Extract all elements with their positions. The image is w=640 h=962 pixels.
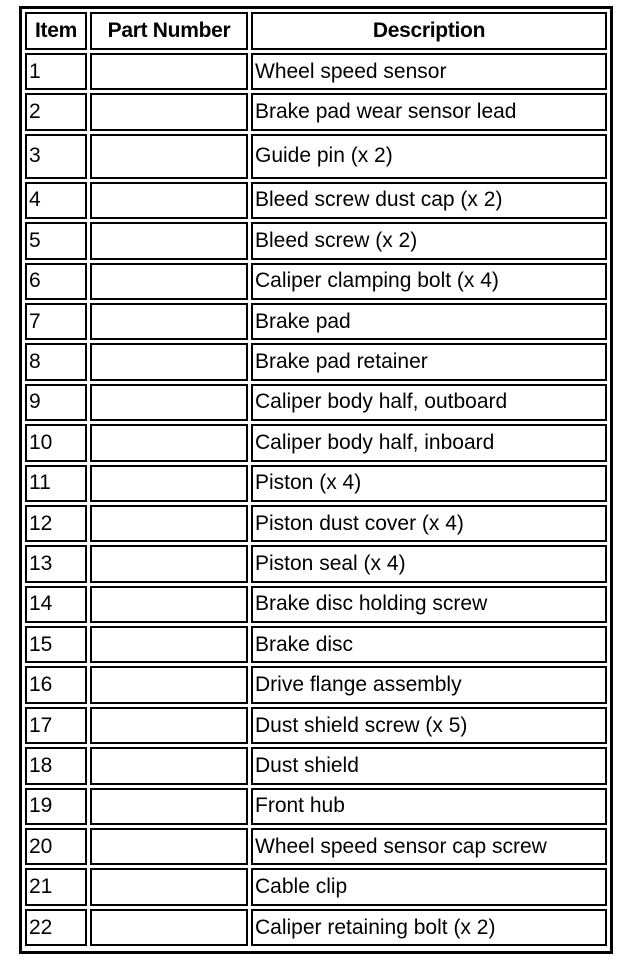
table-row bbox=[25, 53, 607, 90]
cell-description: Brake pad wear sensor lead bbox=[251, 93, 607, 130]
table-row bbox=[25, 505, 607, 542]
cell-part-number bbox=[90, 828, 248, 865]
cell-part-number bbox=[90, 93, 248, 130]
cell-description: Wheel speed sensor cap screw bbox=[251, 828, 607, 865]
cell-description: Drive flange assembly bbox=[251, 666, 607, 703]
cell-description: Brake disc holding screw bbox=[251, 586, 607, 623]
cell-item: 7 bbox=[25, 303, 87, 340]
table-row bbox=[25, 465, 607, 502]
cell-item: 19 bbox=[25, 788, 87, 825]
cell-item: 12 bbox=[25, 505, 87, 542]
cell-item: 6 bbox=[25, 263, 87, 300]
cell-part-number bbox=[90, 747, 248, 784]
cell-description: Wheel speed sensor bbox=[251, 53, 607, 90]
cell-part-number bbox=[90, 303, 248, 340]
cell-item: 3 bbox=[25, 134, 87, 179]
table-row bbox=[25, 424, 607, 461]
cell-item: 8 bbox=[25, 343, 87, 380]
cell-description: Caliper body half, outboard bbox=[251, 384, 607, 421]
cell-description: Piston seal (x 4) bbox=[251, 545, 607, 582]
cell-description: Caliper body half, inboard bbox=[251, 424, 607, 461]
cell-item: 10 bbox=[25, 424, 87, 461]
cell-item: 13 bbox=[25, 545, 87, 582]
parts-table bbox=[22, 9, 610, 949]
cell-part-number bbox=[90, 343, 248, 380]
cell-part-number bbox=[90, 222, 248, 259]
cell-item: 4 bbox=[25, 182, 87, 219]
cell-part-number bbox=[90, 182, 248, 219]
table-row bbox=[25, 788, 607, 825]
table-row bbox=[25, 384, 607, 421]
table-row bbox=[25, 93, 607, 130]
table-row bbox=[25, 586, 607, 623]
cell-description: Bleed screw (x 2) bbox=[251, 222, 607, 259]
cell-item: 15 bbox=[25, 626, 87, 663]
cell-item: 1 bbox=[25, 53, 87, 90]
cell-description: Guide pin (x 2) bbox=[251, 134, 607, 179]
cell-description: Caliper clamping bolt (x 4) bbox=[251, 263, 607, 300]
cell-description: Brake disc bbox=[251, 626, 607, 663]
cell-item: 14 bbox=[25, 586, 87, 623]
table-row bbox=[25, 343, 607, 380]
table-row bbox=[25, 909, 607, 946]
cell-item: 22 bbox=[25, 909, 87, 946]
cell-item: 5 bbox=[25, 222, 87, 259]
table-row bbox=[25, 222, 607, 259]
cell-part-number bbox=[90, 465, 248, 502]
cell-description: Piston (x 4) bbox=[251, 465, 607, 502]
cell-description: Dust shield screw (x 5) bbox=[251, 707, 607, 744]
cell-part-number bbox=[90, 586, 248, 623]
cell-item: 17 bbox=[25, 707, 87, 744]
cell-part-number bbox=[90, 263, 248, 300]
cell-description: Cable clip bbox=[251, 868, 607, 905]
table-row bbox=[25, 263, 607, 300]
header-description: Description bbox=[251, 12, 607, 50]
table-row bbox=[25, 303, 607, 340]
table-row bbox=[25, 707, 607, 744]
header-part-number: Part Number bbox=[90, 12, 248, 50]
cell-description: Bleed screw dust cap (x 2) bbox=[251, 182, 607, 219]
table-row bbox=[25, 868, 607, 905]
cell-part-number bbox=[90, 134, 248, 179]
table-row bbox=[25, 182, 607, 219]
cell-part-number bbox=[90, 424, 248, 461]
cell-part-number bbox=[90, 384, 248, 421]
table-row bbox=[25, 747, 607, 784]
cell-description: Brake pad retainer bbox=[251, 343, 607, 380]
table-row bbox=[25, 134, 607, 179]
cell-description: Dust shield bbox=[251, 747, 607, 784]
header-item: Item bbox=[25, 12, 87, 50]
cell-part-number bbox=[90, 909, 248, 946]
cell-part-number bbox=[90, 505, 248, 542]
cell-item: 11 bbox=[25, 465, 87, 502]
table-row bbox=[25, 626, 607, 663]
cell-part-number bbox=[90, 626, 248, 663]
cell-item: 20 bbox=[25, 828, 87, 865]
cell-item: 2 bbox=[25, 93, 87, 130]
cell-description: Brake pad bbox=[251, 303, 607, 340]
cell-part-number bbox=[90, 545, 248, 582]
table-row bbox=[25, 545, 607, 582]
table-header bbox=[25, 12, 607, 50]
cell-part-number bbox=[90, 868, 248, 905]
cell-item: 18 bbox=[25, 747, 87, 784]
cell-description: Caliper retaining bolt (x 2) bbox=[251, 909, 607, 946]
cell-description: Piston dust cover (x 4) bbox=[251, 505, 607, 542]
cell-item: 21 bbox=[25, 868, 87, 905]
cell-part-number bbox=[90, 666, 248, 703]
cell-description: Front hub bbox=[251, 788, 607, 825]
cell-item: 16 bbox=[25, 666, 87, 703]
table-row bbox=[25, 666, 607, 703]
cell-part-number bbox=[90, 788, 248, 825]
cell-part-number bbox=[90, 707, 248, 744]
cell-item: 9 bbox=[25, 384, 87, 421]
header-row bbox=[25, 12, 607, 50]
cell-part-number bbox=[90, 53, 248, 90]
table-row bbox=[25, 828, 607, 865]
table-body bbox=[25, 53, 607, 946]
